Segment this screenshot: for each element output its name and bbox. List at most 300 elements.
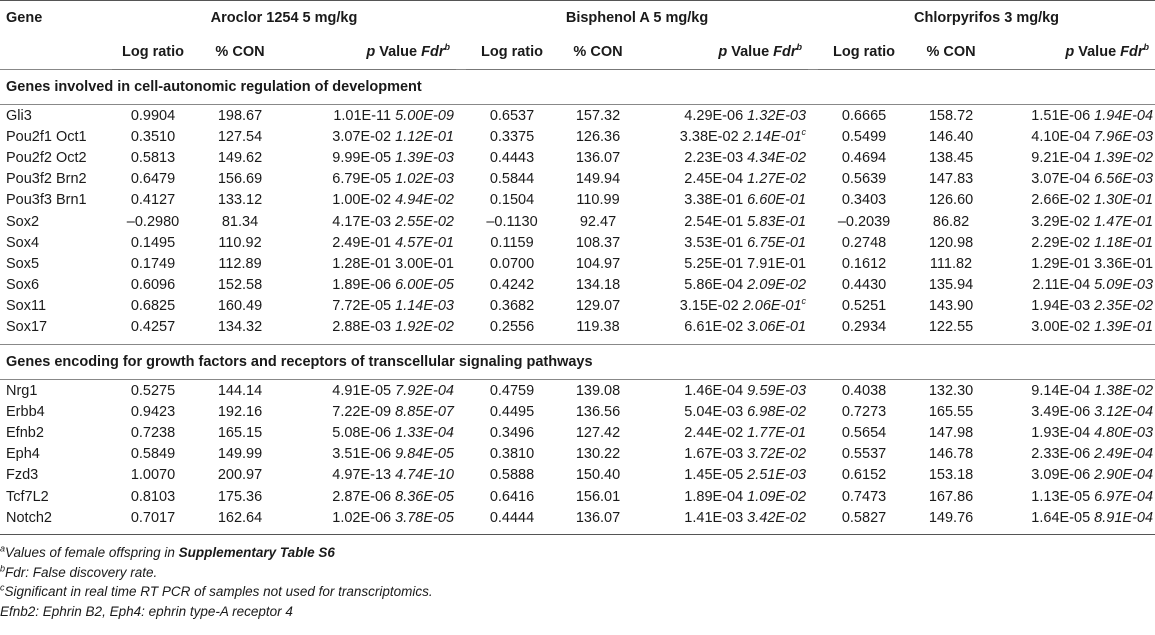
percent-con-cell: 108.37 — [575, 234, 621, 251]
col-p-value-bisphenol: p Value Fdr$^b$ — [638, 35, 808, 70]
log-ratio-cell: 0.1749 — [130, 255, 176, 272]
p-value: 3.53E-01 — [684, 234, 744, 251]
log-ratio-cell: 0.5251 — [841, 298, 887, 315]
fdr-value: 4.74E-10 — [395, 467, 454, 484]
section-title: Genes involved in cell-autonomic regulation of development — [0, 70, 1155, 105]
percent-con-cell: 134.18 — [575, 277, 621, 294]
percent-con-cell: 129.07 — [575, 298, 621, 315]
col-con-aroclor: % CON — [194, 35, 286, 70]
p-value-fdr-cell — [638, 465, 808, 486]
fdr-value: 1.09E-02 — [747, 488, 807, 505]
table-row — [0, 486, 1155, 507]
table-row — [0, 253, 1155, 274]
p-value: 1.13E-05 — [1031, 488, 1091, 505]
fdr-value: 2.09E-02 — [747, 277, 807, 294]
log-ratio-cell: 0.4430 — [841, 277, 887, 294]
fdr-value: 3.00E-01 — [395, 255, 454, 272]
gene-name: Pou3f2 Brn2 — [6, 171, 87, 188]
p-value-fdr-cell — [992, 190, 1155, 211]
p-value: 4.91E-05 — [332, 382, 392, 399]
p-value-fdr-cell — [992, 147, 1155, 168]
p-value: 9.14E-04 — [1031, 382, 1091, 399]
gene-header: Gene — [0, 1, 112, 36]
log-ratio-cell: 0.1495 — [130, 234, 176, 251]
col-p-value-chlorpyrifos: p Value Fdr$^b$ — [992, 35, 1155, 70]
log-ratio-cell: –0.2039 — [837, 213, 891, 230]
p-value-fdr-cell — [286, 486, 456, 507]
gene-name: Tcf7L2 — [6, 488, 49, 505]
log-ratio-cell: 0.1612 — [841, 255, 887, 272]
p-value: 7.22E-09 — [332, 403, 392, 420]
p-value-fdr-cell — [992, 232, 1155, 253]
p-value-fdr-cell — [638, 317, 808, 338]
p-value: 9.99E-05 — [332, 149, 392, 166]
fdr-value: 1.32E-03 — [747, 107, 807, 124]
log-ratio-cell: 0.6096 — [130, 277, 176, 294]
p-value: 3.07E-04 — [1031, 171, 1091, 188]
percent-con-cell: 86.82 — [932, 213, 970, 230]
percent-con-cell: 146.78 — [928, 446, 974, 463]
gene-name: Sox2 — [6, 213, 40, 230]
p-value-fdr-cell — [638, 296, 808, 317]
percent-con-cell: 136.07 — [575, 509, 621, 526]
percent-con-cell: 152.58 — [217, 277, 263, 294]
gene-name: Eph4 — [6, 446, 40, 463]
percent-con-cell: 147.98 — [928, 425, 974, 442]
p-value: 1.00E-02 — [332, 192, 392, 209]
log-ratio-cell: 0.4759 — [489, 382, 535, 399]
percent-con-cell: 165.55 — [928, 403, 974, 420]
p-value-fdr-cell — [638, 380, 808, 402]
fdr-value: 2.55E-02 — [395, 213, 454, 230]
header-row-columns — [0, 35, 1155, 70]
log-ratio-cell: 0.5888 — [489, 467, 535, 484]
gene-name: Sox11 — [6, 298, 47, 315]
fdr-value: 8.85E-07 — [395, 403, 454, 420]
log-ratio-cell: 0.4242 — [489, 277, 535, 294]
col-con-chlorpyrifos: % CON — [910, 35, 992, 70]
percent-con-cell: 135.94 — [928, 277, 974, 294]
gene-name: Fzd3 — [6, 467, 39, 484]
log-ratio-cell: 0.3403 — [841, 192, 887, 209]
p-value-fdr-cell — [638, 105, 808, 127]
log-ratio-cell: 0.7273 — [841, 403, 887, 420]
fdr-value: 6.98E-02 — [747, 403, 807, 420]
p-value: 1.41E-03 — [684, 509, 744, 526]
log-ratio-cell: 0.3682 — [489, 298, 535, 315]
p-value-fdr-cell — [638, 507, 808, 528]
col-p-value-aroclor: p Value Fdr$^b$ — [286, 35, 456, 70]
p-value-fdr-cell — [992, 296, 1155, 317]
percent-con-cell: 112.89 — [218, 255, 262, 272]
p-value-fdr-cell — [286, 380, 456, 402]
p-value-fdr-cell — [286, 401, 456, 422]
col-log-ratio-bisphenol: Log ratio — [466, 35, 558, 70]
group-header-bisphenol: Bisphenol A 5 mg/kg — [466, 1, 808, 36]
table-row — [0, 465, 1155, 486]
gene-name: Sox17 — [6, 319, 48, 336]
fdr-value: 7.92E-04 — [395, 382, 454, 399]
percent-con-cell: 160.49 — [217, 298, 263, 315]
fdr-value: 2.35E-02 — [1094, 298, 1154, 315]
log-ratio-cell: 0.4495 — [489, 403, 535, 420]
fdr-value: 3.12E-04 — [1094, 403, 1154, 420]
p-value: 7.72E-05 — [332, 298, 392, 315]
fdr-value: 1.77E-01 — [747, 425, 807, 442]
fdr-value: 1.38E-02 — [1094, 382, 1154, 399]
fdr-value: 1.39E-03 — [395, 149, 454, 166]
table-row — [0, 380, 1155, 402]
log-ratio-cell: 0.3496 — [489, 425, 535, 442]
p-value: 2.29E-02 — [1031, 234, 1091, 251]
p-value: 3.07E-02 — [332, 128, 392, 145]
p-value-fdr-cell — [992, 169, 1155, 190]
table-row — [0, 275, 1155, 296]
fdr-value: 2.90E-04 — [1094, 467, 1154, 484]
p-value-fdr-cell — [992, 401, 1155, 422]
p-value-fdr-cell — [992, 317, 1155, 338]
gene-name: Erbb4 — [6, 403, 45, 420]
percent-con-cell: 130.22 — [575, 446, 621, 463]
col-log-ratio-chlorpyrifos: Log ratio — [818, 35, 910, 70]
percent-con-cell: 127.42 — [575, 425, 621, 442]
gene-name: Gli3 — [6, 107, 32, 124]
table-row — [0, 401, 1155, 422]
gene-name: Notch2 — [6, 509, 52, 526]
group-header-aroclor: Aroclor 1254 5 mg/kg — [112, 1, 456, 36]
percent-con-cell: 136.56 — [575, 403, 621, 420]
fdr-value: 7.91E-01 — [747, 255, 807, 272]
log-ratio-cell: –0.2980 — [126, 213, 180, 230]
fdr-value: 1.94E-04 — [1094, 107, 1154, 124]
percent-con-cell: 149.94 — [575, 171, 621, 188]
p-value: 5.25E-01 — [684, 255, 744, 272]
log-ratio-cell: 0.5639 — [841, 171, 887, 188]
percent-con-cell: 111.82 — [929, 255, 973, 272]
p-value: 1.64E-05 — [1031, 509, 1091, 526]
fdr-value: 2.49E-04 — [1094, 446, 1154, 463]
fdr-value: 6.00E-05 — [395, 277, 454, 294]
group-header-chlorpyrifos: Chlorpyrifos 3 mg/kg — [818, 1, 1155, 36]
p-value-fdr-cell — [286, 296, 456, 317]
p-value: 2.44E-02 — [684, 425, 744, 442]
percent-con-cell: 119.38 — [576, 319, 620, 336]
p-value: 1.02E-06 — [332, 509, 392, 526]
percent-con-cell: 127.54 — [217, 128, 263, 145]
p-value-fdr-cell — [638, 211, 808, 232]
p-value: 6.61E-02 — [684, 319, 744, 336]
p-value-fdr-cell — [638, 422, 808, 443]
section-header — [0, 345, 1155, 380]
section-title: Genes encoding for growth factors and receptors of transcellular signaling pathways — [0, 345, 1155, 380]
p-value: 2.87E-06 — [332, 488, 392, 505]
p-value: 3.38E-01 — [684, 192, 744, 209]
p-value-fdr-cell — [992, 253, 1155, 274]
percent-con-cell: 149.76 — [928, 509, 974, 526]
p-value-fdr-cell — [286, 422, 456, 443]
p-value: 3.15E-02 — [679, 298, 739, 315]
percent-con-cell: 138.45 — [928, 149, 974, 166]
log-ratio-cell: 0.2556 — [489, 319, 535, 336]
percent-con-cell: 133.12 — [217, 192, 263, 209]
p-value-fdr-cell — [638, 147, 808, 168]
table-row — [0, 169, 1155, 190]
percent-con-cell: 110.99 — [576, 192, 620, 209]
percent-con-cell: 132.30 — [928, 382, 974, 399]
p-value-fdr-cell — [638, 444, 808, 465]
p-value: 2.49E-01 — [332, 234, 392, 251]
p-value: 2.54E-01 — [684, 213, 744, 230]
p-value: 9.21E-04 — [1031, 149, 1091, 166]
p-value-fdr-cell — [286, 126, 456, 147]
log-ratio-cell: 0.5654 — [841, 425, 887, 442]
p-value: 1.94E-03 — [1031, 298, 1091, 315]
p-value-fdr-cell — [992, 465, 1155, 486]
fdr-value: 3.36E-01 — [1094, 255, 1154, 272]
log-ratio-cell: 0.5827 — [841, 509, 887, 526]
gene-name: Pou3f3 Brn1 — [6, 192, 87, 209]
fdr-value: 3.42E-02 — [747, 509, 807, 526]
gene-name: Pou2f1 Oct1 — [6, 128, 87, 145]
gene-name: Pou2f2 Oct2 — [6, 149, 87, 166]
p-value: 1.89E-06 — [332, 277, 392, 294]
fdr-value: 3.06E-01 — [747, 319, 807, 336]
p-value: 3.09E-06 — [1031, 467, 1091, 484]
fdr-value: 8.36E-05 — [395, 488, 454, 505]
fdr-value: 1.39E-01 — [1094, 319, 1154, 336]
p-value-fdr-cell — [286, 507, 456, 528]
percent-con-cell: 165.15 — [217, 425, 263, 442]
log-ratio-cell: 0.6825 — [130, 298, 176, 315]
percent-con-cell: 150.40 — [575, 467, 621, 484]
fdr-value: 9.59E-03 — [747, 382, 807, 399]
section-header — [0, 70, 1155, 105]
table-row — [0, 422, 1155, 443]
percent-con-cell: 139.08 — [575, 382, 621, 399]
log-ratio-cell: 0.3510 — [130, 128, 176, 145]
log-ratio-cell: 1.0070 — [130, 467, 176, 484]
table-row — [0, 126, 1155, 147]
log-ratio-cell: 0.2934 — [841, 319, 887, 336]
percent-con-cell: 146.40 — [928, 128, 974, 145]
log-ratio-cell: 0.5813 — [130, 149, 176, 166]
percent-con-cell: 156.69 — [217, 171, 263, 188]
log-ratio-cell: 0.4443 — [489, 149, 535, 166]
p-value-fdr-cell — [286, 253, 456, 274]
p-value-fdr-cell — [286, 465, 456, 486]
p-value: 4.17E-03 — [332, 213, 392, 230]
percent-con-cell: 157.32 — [575, 107, 621, 124]
gene-name: Sox4 — [6, 234, 40, 251]
fdr-value: 6.56E-03 — [1094, 171, 1154, 188]
p-value: 3.51E-06 — [332, 446, 392, 463]
fdr-value: 1.92E-02 — [395, 319, 454, 336]
p-value: 1.45E-05 — [684, 467, 744, 484]
table-row — [0, 232, 1155, 253]
p-value-fdr-cell — [992, 422, 1155, 443]
p-value-fdr-cell — [992, 507, 1155, 528]
log-ratio-cell: 0.1159 — [490, 234, 534, 251]
log-ratio-cell: 0.2748 — [841, 234, 887, 251]
col-con-bisphenol: % CON — [558, 35, 638, 70]
footnote-marker: c — [801, 126, 807, 137]
log-ratio-cell: 0.5844 — [489, 171, 535, 188]
p-value-fdr-cell — [638, 190, 808, 211]
table-row — [0, 190, 1155, 211]
fdr-value: 1.14E-03 — [395, 298, 454, 315]
fdr-value: 1.39E-02 — [1094, 149, 1154, 166]
p-value-fdr-cell — [286, 275, 456, 296]
p-value-fdr-cell — [638, 169, 808, 190]
fdr-value: 3.78E-05 — [395, 509, 454, 526]
fdr-value: 6.97E-04 — [1094, 488, 1154, 505]
p-value: 2.45E-04 — [684, 171, 744, 188]
fdr-value: 2.14E-01 — [742, 128, 802, 145]
col-log-ratio-aroclor: Log ratio — [112, 35, 194, 70]
percent-con-cell: 192.16 — [217, 403, 263, 420]
gene-name: Efnb2 — [6, 425, 44, 442]
percent-con-cell: 144.14 — [217, 382, 263, 399]
p-value: 1.93E-04 — [1031, 425, 1091, 442]
log-ratio-cell: 0.6152 — [841, 467, 887, 484]
percent-con-cell: 156.01 — [575, 488, 621, 505]
table-row — [0, 211, 1155, 232]
table-row — [0, 507, 1155, 528]
p-value: 3.38E-02 — [679, 128, 739, 145]
fdr-value: 7.96E-03 — [1094, 128, 1154, 145]
p-value-fdr-cell — [992, 444, 1155, 465]
p-value: 1.28E-01 — [332, 255, 392, 272]
p-value-fdr-cell — [638, 275, 808, 296]
p-value: 2.88E-03 — [332, 319, 392, 336]
p-value: 4.29E-06 — [684, 107, 744, 124]
fdr-value: 1.47E-01 — [1094, 213, 1154, 230]
footnote-marker: c — [801, 296, 807, 307]
log-ratio-cell: 0.4038 — [841, 382, 887, 399]
fdr-value: 1.18E-01 — [1094, 234, 1154, 251]
p-value: 1.29E-01 — [1031, 255, 1091, 272]
percent-con-cell: 104.97 — [575, 255, 621, 272]
log-ratio-cell: 0.4694 — [841, 149, 887, 166]
footnote-c: $^c$Significant in real time RT PCR of samples not used for transcriptomics. — [0, 582, 433, 600]
p-value-fdr-cell — [638, 401, 808, 422]
fdr-value: 4.94E-02 — [395, 192, 454, 209]
percent-con-cell: 134.32 — [217, 319, 263, 336]
p-value-fdr-cell — [992, 211, 1155, 232]
log-ratio-cell: 0.6479 — [130, 171, 176, 188]
footnote-abbrev: Efnb2: Ephrin B2, Eph4: ephrin type-A receptor 4 — [0, 603, 293, 619]
p-value-fdr-cell — [638, 486, 808, 507]
fdr-value: 6.75E-01 — [747, 234, 807, 251]
fdr-value: 1.30E-01 — [1094, 192, 1154, 209]
log-ratio-cell: 0.9904 — [130, 107, 176, 124]
p-value: 2.33E-06 — [1031, 446, 1091, 463]
footnotes — [0, 535, 1145, 621]
log-ratio-cell: 0.6416 — [489, 488, 535, 505]
p-value-fdr-cell — [286, 232, 456, 253]
percent-con-cell: 198.67 — [217, 107, 263, 124]
log-ratio-cell: 0.0700 — [489, 255, 535, 272]
p-value-fdr-cell — [286, 147, 456, 168]
fdr-value: 1.27E-02 — [747, 171, 807, 188]
fdr-value: 2.51E-03 — [747, 467, 807, 484]
percent-con-cell: 162.64 — [217, 509, 263, 526]
log-ratio-cell: 0.1504 — [489, 192, 535, 209]
log-ratio-cell: 0.6665 — [841, 107, 887, 124]
fdr-value: 3.72E-02 — [747, 446, 807, 463]
gene-name: Sox5 — [6, 255, 40, 272]
p-value: 5.86E-04 — [684, 277, 744, 294]
fdr-value: 5.83E-01 — [747, 213, 807, 230]
log-ratio-cell: 0.7017 — [130, 509, 176, 526]
p-value-fdr-cell — [992, 126, 1155, 147]
p-value-fdr-cell — [286, 105, 456, 127]
log-ratio-cell: 0.4127 — [130, 192, 176, 209]
percent-con-cell: 92.47 — [579, 213, 617, 230]
table-row — [0, 147, 1155, 168]
fdr-value: 5.09E-03 — [1094, 277, 1154, 294]
fdr-value: 4.80E-03 — [1094, 425, 1154, 442]
fdr-value: 9.84E-05 — [395, 446, 454, 463]
log-ratio-cell: 0.3375 — [489, 128, 535, 145]
table-row — [0, 444, 1155, 465]
gene-name: Nrg1 — [6, 382, 38, 399]
p-value-fdr-cell — [638, 232, 808, 253]
p-value: 5.08E-06 — [332, 425, 392, 442]
percent-con-cell: 149.99 — [217, 446, 263, 463]
percent-con-cell: 122.55 — [928, 319, 974, 336]
p-value: 1.46E-04 — [684, 382, 744, 399]
p-value: 1.51E-06 — [1031, 107, 1091, 124]
log-ratio-cell: –0.1130 — [486, 213, 538, 230]
p-value-fdr-cell — [992, 275, 1155, 296]
percent-con-cell: 143.90 — [928, 298, 974, 315]
fdr-value: 1.33E-04 — [395, 425, 454, 442]
p-value-fdr-cell — [286, 211, 456, 232]
log-ratio-cell: 0.7473 — [841, 488, 887, 505]
p-value: 5.04E-03 — [684, 403, 744, 420]
fdr-value: 4.34E-02 — [747, 149, 807, 166]
log-ratio-cell: 0.3810 — [489, 446, 535, 463]
p-value: 2.11E-04 — [1032, 277, 1091, 294]
fdr-value: 6.60E-01 — [747, 192, 807, 209]
percent-con-cell: 158.72 — [928, 107, 974, 124]
log-ratio-cell: 0.4444 — [489, 509, 535, 526]
log-ratio-cell: 0.5275 — [130, 382, 176, 399]
table-row — [0, 296, 1155, 317]
percent-con-cell: 136.07 — [575, 149, 621, 166]
p-value: 6.79E-05 — [332, 171, 392, 188]
log-ratio-cell: 0.9423 — [130, 403, 176, 420]
p-value: 1.67E-03 — [684, 446, 744, 463]
p-value: 3.00E-02 — [1031, 319, 1091, 336]
percent-con-cell: 120.98 — [928, 234, 974, 251]
table-row — [0, 105, 1155, 127]
p-value: 4.10E-04 — [1031, 128, 1091, 145]
fdr-value: 4.57E-01 — [395, 234, 454, 251]
p-value-fdr-cell — [992, 486, 1155, 507]
p-value-fdr-cell — [992, 105, 1155, 127]
footnote-a: $^a$Values of female offspring in Supplementary Table S6 — [0, 543, 335, 561]
p-value: 4.97E-13 — [332, 467, 392, 484]
percent-con-cell: 126.36 — [575, 128, 621, 145]
p-value: 2.66E-02 — [1031, 192, 1091, 209]
fdr-value: 1.02E-03 — [395, 171, 454, 188]
log-ratio-cell: 0.7238 — [130, 425, 176, 442]
p-value-fdr-cell — [638, 126, 808, 147]
percent-con-cell: 200.97 — [217, 467, 263, 484]
p-value-fdr-cell — [286, 317, 456, 338]
